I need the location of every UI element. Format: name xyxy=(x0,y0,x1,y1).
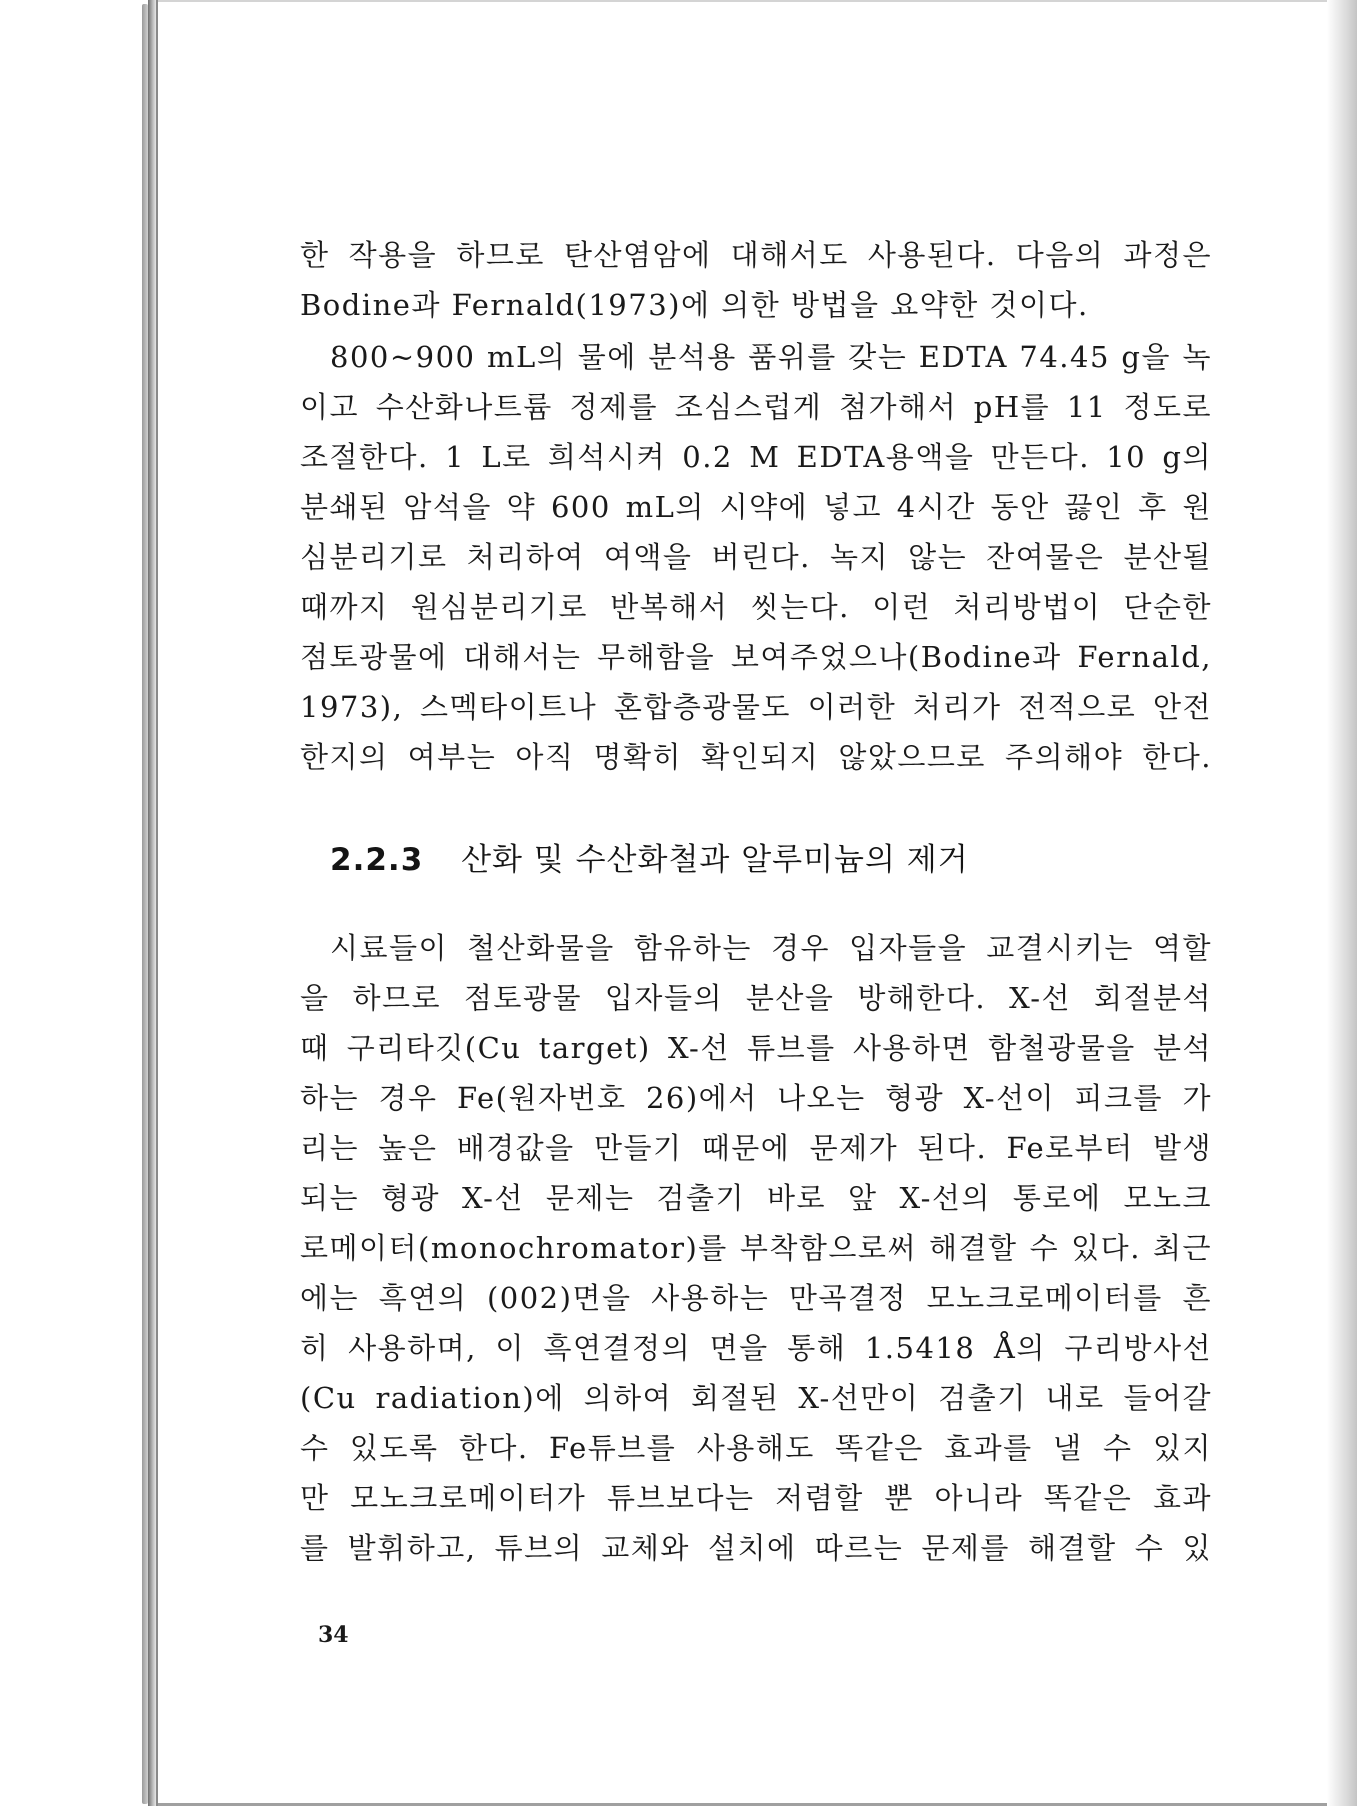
text-line: 1973), 스멕타이트나 혼합층광물도 이러한 처리가 전적으로 안전 xyxy=(300,690,1212,724)
text-line: 이고 수산화나트륨 정제를 조심스럽게 첨가해서 pH를 11 정도로 xyxy=(300,390,1212,424)
text-line: 때 구리타깃(Cu target) X-선 튜브를 사용하면 함철광물을 분석 xyxy=(300,1031,1212,1065)
text-line: 을 하므로 점토광물 입자들의 분산을 방해한다. X-선 회절분석 xyxy=(300,981,1212,1015)
paragraph-3 xyxy=(300,923,1212,1573)
text-line: 에는 흑연의 (002)면을 사용하는 만곡결정 모노크로메이터를 흔 xyxy=(300,1281,1212,1315)
text-line: 조절한다. 1 L로 희석시켜 0.2 M EDTA용액을 만든다. 10 g의 xyxy=(300,440,1212,474)
paragraph-2 xyxy=(300,332,1212,782)
text-line: 수 있도록 한다. Fe튜브를 사용해도 똑같은 효과를 낼 수 있지 xyxy=(300,1431,1212,1465)
text-line: 를 발휘하고, 튜브의 교체와 설치에 따르는 문제를 해결할 수 있 xyxy=(300,1531,1212,1565)
page-number: 34 xyxy=(318,1622,349,1648)
text-line: 한 작용을 하므로 탄산염암에 대해서도 사용된다. 다음의 과정은 xyxy=(300,238,1212,272)
text-line: 때까지 원심분리기로 반복해서 씻는다. 이런 처리방법이 단순한 xyxy=(300,590,1212,624)
section-heading xyxy=(330,834,1212,879)
text-line: 하는 경우 Fe(원자번호 26)에서 나오는 형광 X-선이 피크를 가 xyxy=(300,1081,1212,1115)
page-body xyxy=(300,230,1212,1573)
section-title: 산화 및 수산화철과 알루미늄의 제거 xyxy=(461,842,969,878)
text-line: 시료들이 철산화물을 함유하는 경우 입자들을 교결시키는 역할 xyxy=(330,931,1212,965)
text-line: 분쇄된 암석을 약 600 mL의 시약에 넣고 4시간 동안 끓인 후 원 xyxy=(300,490,1212,524)
book-spine-line xyxy=(156,0,158,1806)
page-right-shadow xyxy=(1327,0,1357,1806)
book-edge-inner xyxy=(148,0,156,1806)
text-line: Bodine과 Fernald(1973)에 의한 방법을 요약한 것이다. xyxy=(300,288,1089,322)
text-line: 히 사용하며, 이 흑연결정의 면을 통해 1.5418 Å의 구리방사선 xyxy=(300,1331,1212,1365)
text-line: 리는 높은 배경값을 만들기 때문에 문제가 된다. Fe로부터 발생 xyxy=(300,1131,1212,1165)
paragraph-1 xyxy=(300,230,1212,330)
text-line: 심분리기로 처리하여 여액을 버린다. 녹지 않는 잔여물은 분산될 xyxy=(300,540,1212,574)
section-number: 2.2.3 xyxy=(330,842,424,878)
text-line: 800~900 mL의 물에 분석용 품위를 갖는 EDTA 74.45 g을 녹 xyxy=(330,340,1212,374)
text-line: 한지의 여부는 아직 명확히 확인되지 않았으므로 주의해야 한다. xyxy=(300,740,1212,774)
text-line: 로메이터(monochromator)를 부착함으로써 해결할 수 있다. 최근 xyxy=(300,1231,1212,1265)
text-line: 되는 형광 X-선 문제는 검출기 바로 앞 X-선의 통로에 모노크 xyxy=(300,1181,1212,1215)
text-line: 만 모노크로메이터가 튜브보다는 저렴할 뿐 아니라 똑같은 효과 xyxy=(300,1481,1212,1515)
page-top-border xyxy=(158,0,1327,2)
text-line: 점토광물에 대해서는 무해함을 보여주었으나(Bodine과 Fernald, xyxy=(300,640,1212,674)
text-line: (Cu radiation)에 의하여 회절된 X-선만이 검출기 내로 들어갈 xyxy=(300,1381,1212,1415)
